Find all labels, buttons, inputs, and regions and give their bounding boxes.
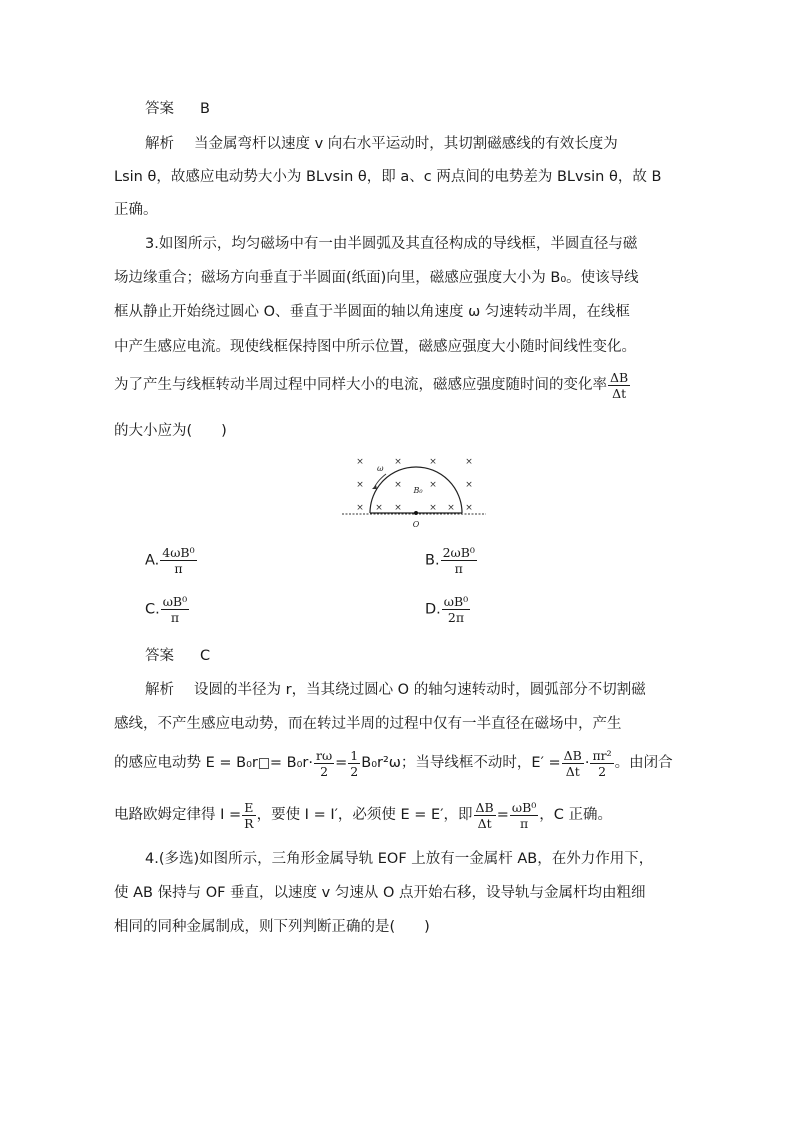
frac-num: rω: [315, 747, 333, 763]
question-4-line-3: 相同的同种金属制成，则下列判断正确的是( ): [114, 919, 430, 935]
frac-num: E: [242, 800, 255, 816]
fraction-pi-r2: [590, 748, 613, 779]
analysis-1-line-3: 正确。: [114, 202, 158, 218]
conclusion-text: ，C 正确。: [539, 807, 612, 823]
field-cross: ×: [429, 503, 437, 513]
answer-label: 答案: [145, 648, 174, 664]
semicircle-field-figure: [338, 452, 490, 532]
frac-den: 2: [598, 763, 607, 779]
frac-num: 1: [350, 747, 359, 763]
field-cross: ×: [465, 480, 473, 490]
option-c-numerator: ωB⁰: [162, 594, 188, 609]
frac-den: R: [244, 815, 254, 831]
placeholder-box-icon: [259, 758, 269, 769]
analysis-2-line-2: 感线，不产生感应电动势，而在转过半周的过程中仅有一半直径在磁场中，产生: [114, 716, 622, 732]
center-label: O: [412, 520, 420, 529]
field-cross: ×: [356, 480, 364, 490]
field-cross: ×: [394, 503, 402, 513]
option-b-label: B.: [425, 552, 440, 569]
question-3-line-3: 框从静止开始绕过圆心 O、垂直于半圆面的轴以角速度 ω 匀速转动半周，在线框: [114, 304, 630, 320]
analysis-label: 解析: [145, 682, 174, 698]
equals-sign: =: [496, 807, 509, 823]
option-d-denominator: 2π: [447, 610, 465, 625]
analysis-2-line-3: [114, 744, 673, 782]
fraction-db-dt-2: [474, 800, 496, 831]
option-b[interactable]: [425, 545, 478, 576]
frac-num: πr²: [592, 747, 612, 763]
option-d-numerator: ωB⁰: [443, 594, 469, 609]
fraction-result: [510, 800, 538, 831]
question-3-line-5: [114, 366, 631, 404]
frac-den: Δt: [477, 815, 492, 831]
emf-expression: 的感应电动势 E = B₀r: [114, 755, 258, 771]
center-dot: [414, 511, 418, 515]
emf-expression-2: = B₀r·: [269, 755, 313, 771]
fraction-half: [348, 748, 360, 779]
frac-num: ωB⁰: [511, 799, 537, 815]
field-cross: ×: [394, 457, 402, 467]
frac-den: π: [519, 815, 529, 831]
field-cross: ×: [429, 457, 437, 467]
question-4-line-2: 使 AB 保持与 OF 垂直，以速度 v 匀速从 O 点开始右移，设导轨与金属杆均由粗细: [114, 885, 646, 901]
answer-b-line: [145, 99, 210, 119]
arrowhead-icon: [372, 485, 377, 489]
analysis-1-line-2: Lsin θ，故感应电动势大小为 BLvsin θ，即 a、c 两点间的电势差为 BLvsin θ，故 B: [114, 169, 662, 185]
option-d-label: D.: [425, 601, 441, 618]
omega-label: ω: [377, 464, 384, 473]
frac-den: 2: [320, 763, 329, 779]
frac-den: Δt: [565, 763, 580, 779]
option-a-fraction: [160, 545, 196, 576]
option-b-fraction: [441, 545, 477, 576]
answer-label: 答案: [145, 101, 174, 117]
answer-value: C: [200, 648, 211, 664]
option-a-denominator: π: [174, 561, 183, 576]
rate-fraction: [608, 370, 630, 401]
analysis-2-line-4: [114, 796, 612, 834]
field-cross: ×: [465, 457, 473, 467]
analysis-1-line-1: [145, 134, 618, 154]
answer-c-line: [145, 646, 210, 666]
question-3-line-1: 3.如图所示，均匀磁场中有一由半圆弧及其直径构成的导线框，半圆直径与磁: [145, 236, 638, 252]
question-3-text: 为了产生与线框转动半周过程中同样大小的电流，磁感应强度随时间的变化率: [114, 377, 607, 393]
analysis-2-line-1: [145, 680, 646, 700]
field-cross: ×: [356, 457, 364, 467]
field-cross: ×: [429, 480, 437, 490]
dot-operator: ·: [584, 755, 590, 771]
option-b-numerator: 2ωB⁰: [442, 545, 475, 560]
option-b-denominator: π: [454, 561, 463, 576]
fraction-e-r: [242, 800, 255, 831]
answer-value: B: [200, 101, 210, 117]
question-3-line-2: 场边缘重合；磁场方向垂直于半圆面(纸面)向里，磁感应强度大小为 B₀。使该导线: [114, 270, 639, 286]
analysis-text: 设圆的半径为 r，当其绕过圆心 O 的轴匀速转动时，圆弧部分不切割磁: [194, 682, 646, 698]
equals-sign: =: [335, 755, 348, 771]
option-a[interactable]: [145, 545, 198, 576]
fraction-db-dt: [562, 748, 584, 779]
option-c-fraction: [161, 594, 189, 625]
field-cross: ×: [465, 503, 473, 513]
option-d[interactable]: [425, 594, 471, 625]
emf-expression-3: B₀r²ω；当导线框不动时，E′ =: [361, 755, 561, 771]
question-3-line-6: 的大小应为( ): [114, 423, 227, 439]
question-3-line-4: 中产生感应电流。现使线框保持图中所示位置，磁感应强度大小随时间线性变化。: [114, 339, 636, 355]
rate-numerator: ΔB: [610, 369, 629, 385]
analysis-label: 解析: [145, 136, 174, 152]
option-c-label: C.: [145, 601, 160, 618]
frac-num: ΔB: [563, 747, 582, 763]
emf-expression-4: 。由闭合: [614, 755, 673, 771]
option-a-numerator: 4ωB⁰: [162, 545, 195, 560]
option-c[interactable]: [145, 594, 190, 625]
condition-text: ，要使 I = I′，必须使 E = E′，即: [256, 807, 473, 823]
question-4-line-1: 4.(多选)如图所示，三角形金属导轨 EOF 上放有一金属杆 AB，在外力作用下，: [145, 851, 654, 867]
ohm-law-text: 电路欧姆定律得 I =: [114, 807, 242, 823]
analysis-text: 当金属弯杆以速度 v 向右水平运动时，其切割磁感线的有效长度为: [194, 136, 618, 152]
frac-den: 2: [350, 763, 359, 779]
option-c-denominator: π: [170, 610, 180, 625]
rate-denominator: Δt: [612, 385, 627, 401]
field-cross: ×: [375, 503, 383, 513]
fraction-r-omega: [314, 748, 334, 779]
option-a-label: A.: [145, 552, 160, 569]
field-cross: ×: [447, 503, 455, 513]
frac-num: ΔB: [475, 799, 494, 815]
field-cross: ×: [356, 503, 364, 513]
field-label: B₀: [413, 486, 423, 495]
option-d-fraction: [442, 594, 470, 625]
field-cross: ×: [394, 480, 402, 490]
